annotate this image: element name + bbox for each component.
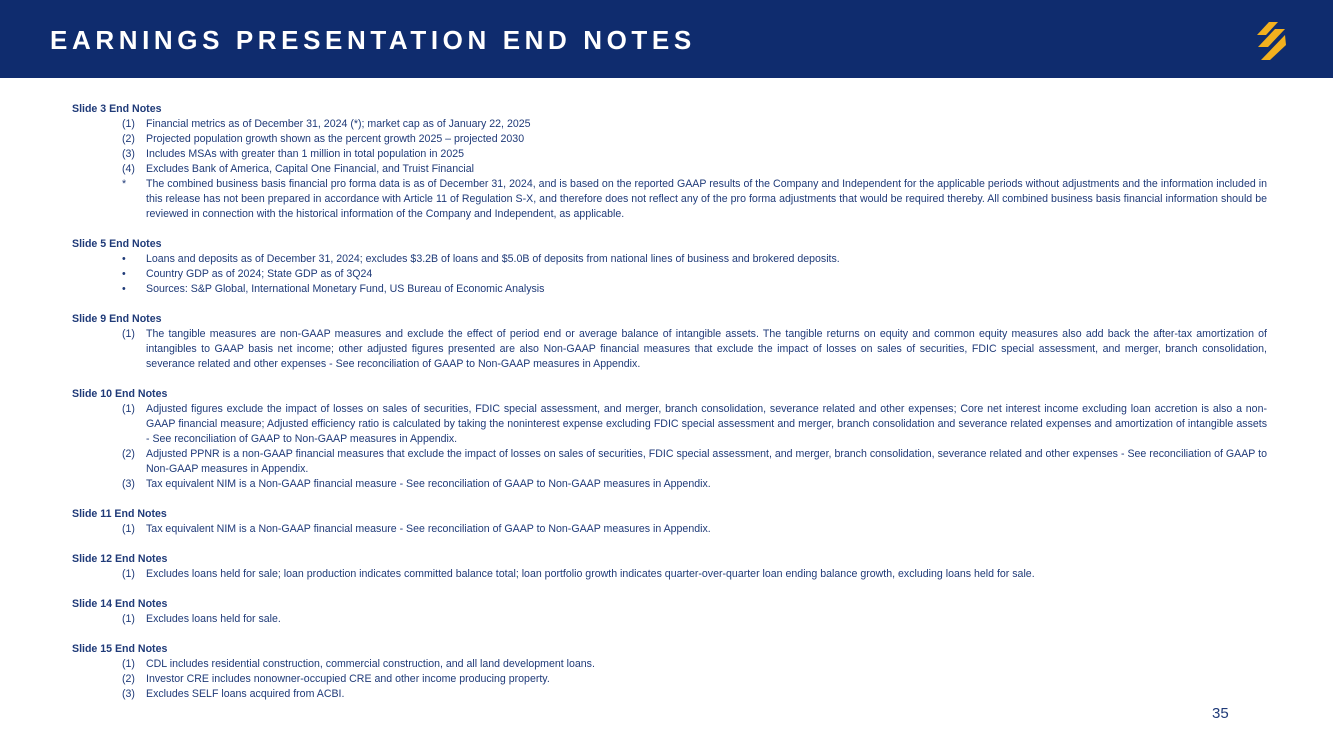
section-title: Slide 15 End Notes bbox=[72, 643, 168, 655]
page-number: 35 bbox=[1212, 705, 1229, 722]
note-marker: (2) bbox=[122, 448, 135, 460]
note-item bbox=[72, 252, 1267, 267]
note-marker: (1) bbox=[122, 403, 135, 415]
note-item bbox=[72, 402, 1267, 447]
note-item bbox=[72, 162, 1267, 177]
end-notes-section bbox=[72, 597, 1267, 627]
note-item bbox=[72, 447, 1267, 477]
note-marker: (3) bbox=[122, 478, 135, 490]
note-text: The combined business basis financial pro forma data is as of December 31, 2024, and is based on the reported GAAP results of the Company and Independent for the applicable periods without adjustments and the information included in this release has not been prepared in accordance with Article 11 of Regulation S-X, and therefore does not reflect any of the pro forma adjustments that would be required thereby. All combined business basis financial information should be reviewed in connection with the historical information of the Company and Independent, as applicable. bbox=[146, 178, 1267, 220]
note-item bbox=[72, 132, 1267, 147]
note-text: CDL includes residential construction, commercial construction, and all land development loans. bbox=[146, 658, 595, 670]
section-title: Slide 3 End Notes bbox=[72, 103, 162, 115]
note-item bbox=[72, 477, 1267, 492]
note-item bbox=[72, 267, 1267, 282]
note-text: Investor CRE includes nonowner-occupied CRE and other income producing property. bbox=[146, 673, 550, 685]
note-text: Adjusted figures exclude the impact of losses on sales of securities, FDIC special assessment, and merger, branch consolidation, severance related and other expenses; Core net interest income excluding loan accretion is also a non-GAAP financial measure; Adjusted efficiency ratio is calculated by taking the noninterest expense excluding FDIC special assessment and merger, branch consolidation and severance related expenses and amortization of intangible assets - See reconciliation of GAAP to Non-GAAP measures in Appendix. bbox=[146, 403, 1267, 445]
end-notes-section bbox=[72, 552, 1267, 582]
end-notes-content bbox=[72, 102, 1267, 717]
note-marker: (1) bbox=[122, 523, 135, 535]
note-marker: (4) bbox=[122, 163, 135, 175]
note-item bbox=[72, 522, 1267, 537]
section-title: Slide 12 End Notes bbox=[72, 553, 168, 565]
section-title: Slide 11 End Notes bbox=[72, 508, 167, 520]
end-notes-section bbox=[72, 387, 1267, 492]
note-marker: (1) bbox=[122, 568, 135, 580]
note-marker: • bbox=[122, 253, 126, 265]
note-text: Includes MSAs with greater than 1 million in total population in 2025 bbox=[146, 148, 464, 160]
note-text: Sources: S&P Global, International Monetary Fund, US Bureau of Economic Analysis bbox=[146, 283, 545, 295]
note-marker: (1) bbox=[122, 658, 135, 670]
end-notes-section bbox=[72, 507, 1267, 537]
section-title: Slide 5 End Notes bbox=[72, 238, 162, 250]
note-item bbox=[72, 117, 1267, 132]
note-text: Financial metrics as of December 31, 2024 (*); market cap as of January 22, 2025 bbox=[146, 118, 531, 130]
note-text: Excludes loans held for sale; loan production indicates committed balance total; loan portfolio growth indicates quarter-over-quarter loan ending balance growth, excluding loans held for sale. bbox=[146, 568, 1035, 580]
note-marker: • bbox=[122, 283, 126, 295]
section-title: Slide 9 End Notes bbox=[72, 313, 162, 325]
note-item bbox=[72, 282, 1267, 297]
note-text: Loans and deposits as of December 31, 2024; excludes $3.2B of loans and $5.0B of deposits from national lines of business and brokered deposits. bbox=[146, 253, 840, 265]
note-text: Tax equivalent NIM is a Non-GAAP financial measure - See reconciliation of GAAP to Non-GAAP measures in Appendix. bbox=[146, 523, 711, 535]
note-item bbox=[72, 687, 1267, 702]
note-marker: (3) bbox=[122, 688, 135, 700]
end-notes-section bbox=[72, 312, 1267, 372]
note-text: Country GDP as of 2024; State GDP as of 3Q24 bbox=[146, 268, 373, 280]
end-notes-section bbox=[72, 642, 1267, 702]
note-text: Projected population growth shown as the percent growth 2025 – projected 2030 bbox=[146, 133, 525, 145]
end-notes-section bbox=[72, 102, 1267, 222]
note-marker: (1) bbox=[122, 328, 135, 340]
note-marker: • bbox=[122, 268, 126, 280]
note-item bbox=[72, 612, 1267, 627]
note-marker: (2) bbox=[122, 133, 135, 145]
note-item bbox=[72, 657, 1267, 672]
note-text: The tangible measures are non-GAAP measures and exclude the effect of period end or average balance of intangible assets. The tangible returns on equity and common equity measures also add back the after-tax amortization of intangibles to GAAP basis net income; other adjusted figures presented are also Non-GAAP financial measures that exclude the impact of losses on sales of securities, FDIC special assessment, and merger, branch consolidation, severance related and other expenses - See reconciliation of GAAP to Non-GAAP measures in Appendix. bbox=[146, 328, 1267, 370]
note-marker: (2) bbox=[122, 673, 135, 685]
note-item bbox=[72, 567, 1267, 582]
note-marker: * bbox=[122, 178, 127, 190]
note-item bbox=[72, 147, 1267, 162]
note-item bbox=[72, 327, 1267, 372]
note-text: Excludes SELF loans acquired from ACBI. bbox=[146, 688, 345, 700]
note-text: Excludes loans held for sale. bbox=[146, 613, 281, 625]
note-marker: (3) bbox=[122, 148, 135, 160]
note-text: Tax equivalent NIM is a Non-GAAP financial measure - See reconciliation of GAAP to Non-GAAP measures in Appendix. bbox=[146, 478, 711, 490]
note-item bbox=[72, 672, 1267, 687]
note-item bbox=[72, 177, 1267, 222]
page-title: EARNINGS PRESENTATION END NOTES bbox=[50, 25, 696, 55]
note-marker: (1) bbox=[122, 118, 135, 130]
end-notes-section bbox=[72, 237, 1267, 297]
section-title: Slide 14 End Notes bbox=[72, 598, 168, 610]
note-text: Adjusted PPNR is a non-GAAP financial measures that exclude the impact of losses on sales of securities, FDIC special assessment, and merger, branch consolidation, severance related and other expenses - See reconciliation of GAAP to Non-GAAP measures in Appendix. bbox=[146, 448, 1267, 475]
section-title: Slide 10 End Notes bbox=[72, 388, 168, 400]
s-logo-icon bbox=[1256, 22, 1288, 60]
note-text: Excludes Bank of America, Capital One Financial, and Truist Financial bbox=[146, 163, 474, 175]
header-bar bbox=[0, 0, 1333, 78]
note-marker: (1) bbox=[122, 613, 135, 625]
